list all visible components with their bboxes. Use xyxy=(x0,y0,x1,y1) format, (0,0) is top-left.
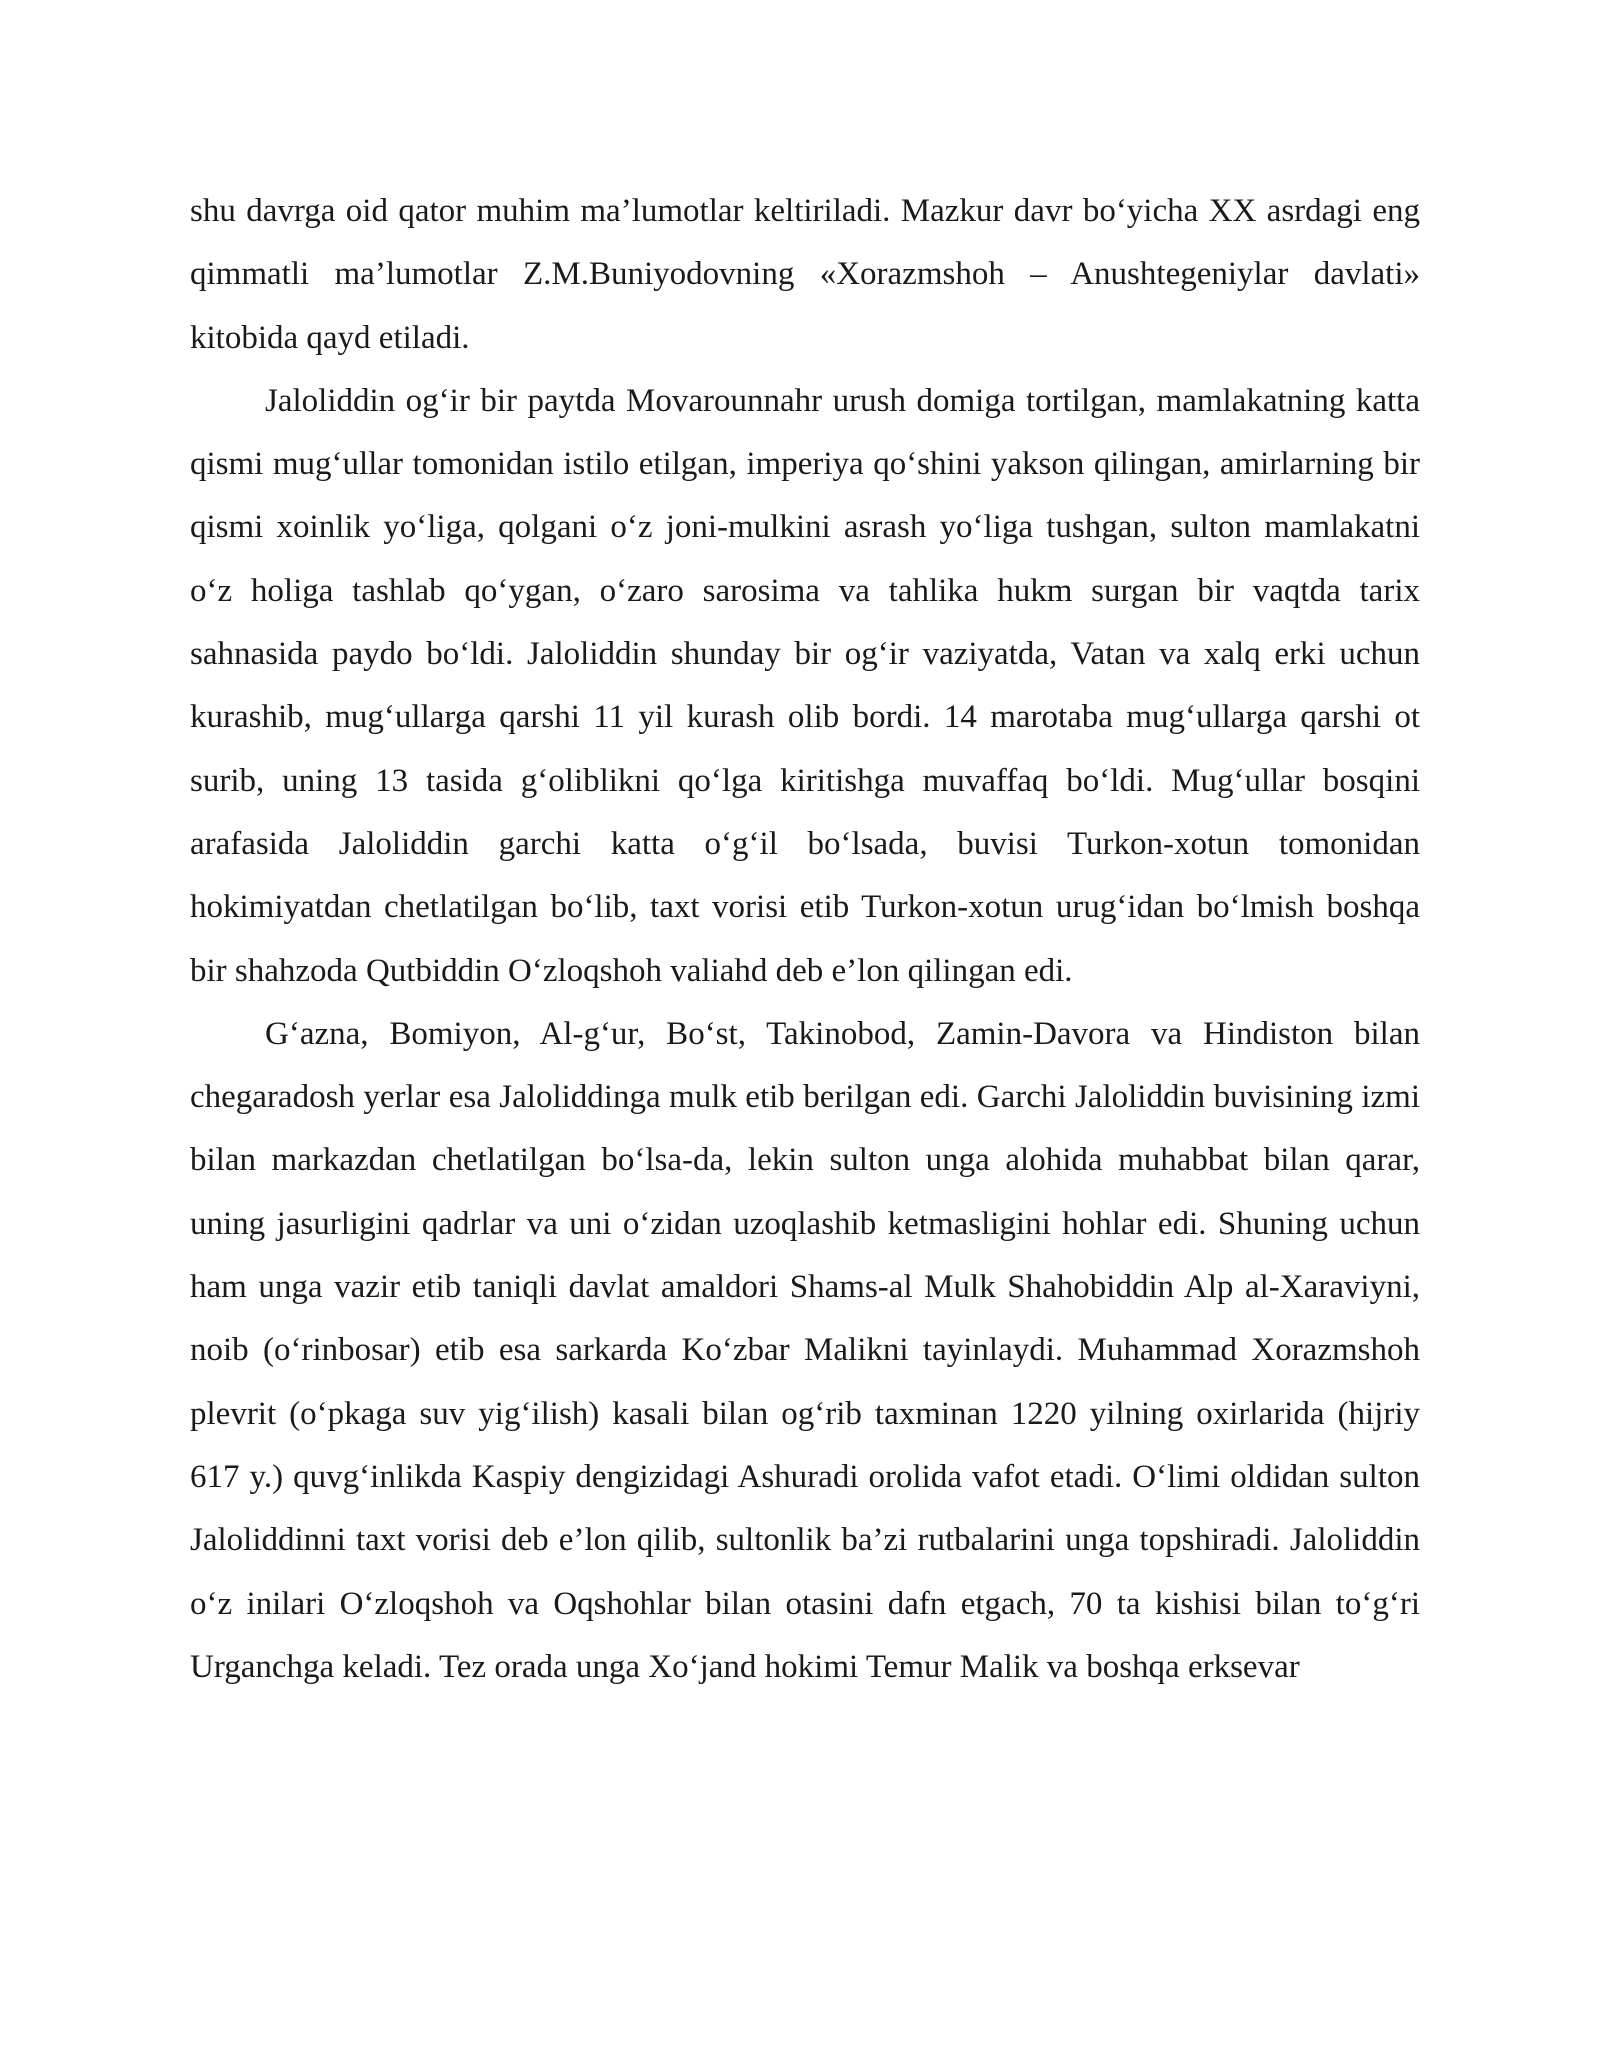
paragraph-continuation: shu davrga oid qator muhim ma’lumotlar keltiriladi. Mazkur davr bo‘yicha XX asrdagi eng qimmatli ma’lumotlar Z.M.Buniyodovning «Xorazmshoh – Anushtegeniylar davlati» kitobida qayd etiladi. xyxy=(190,193,1420,356)
paragraph-jaloliddin-rise: Jaloliddin og‘ir bir paytda Movarounnahr urush domiga tortilgan, mamlakatning katta qismi mug‘ullar tomonidan istilo etilgan, imperiya qo‘shini yakson qilingan, amirlarning bir qismi xoinlik yo‘liga, qolgani o‘z joni-mulkini asrash yo‘liga tushgan, sulton mamlakatni o‘z holiga tashlab qo‘ygan, o‘zaro sarosima va tahlika hukm surgan bir vaqtda tarix sahnasida paydo bo‘ldi. Jaloliddin shunday bir og‘ir vaziyatda, Vatan va xalq erki uchun kurashib, mug‘ullarga qarshi 11 yil kurash olib bordi. 14 marotaba mug‘ullarga qarshi ot surib, uning 13 tasida g‘oliblikni qo‘lga kiritishga muvaffaq bo‘ldi. Mug‘ullar bosqini arafasida Jaloliddin garchi katta o‘g‘il bo‘lsada, buvisi Turkon-xotun tomonidan hokimiyatdan chetlatilgan bo‘lib, taxt vorisi etib Turkon-xotun urug‘idan bo‘lmish boshqa bir shahzoda Qutbiddin O‘zloqshoh valiahd deb e’lon qilingan edi. xyxy=(190,382,1420,989)
body-text xyxy=(190,180,1420,1699)
paragraph-gazna-lands: G‘azna, Bomiyon, Al-g‘ur, Bo‘st, Takinobod, Zamin-Davora va Hindiston bilan chegaradosh yerlar esa Jaloliddinga mulk etib berilgan edi. Garchi Jaloliddin buvisining izmi bilan markazdan chetlatilgan bo‘lsa-da, lekin sulton unga alohida muhabbat bilan qarar, uning jasurligini qadrlar va uni o‘zidan uzoqlashib ketmasligini hohlar edi. Shuning uchun ham unga vazir etib taniqli davlat amaldori Shams-al Mulk Shahobiddin Alp al-Xaraviyni, noib (o‘rinbosar) etib esa sarkarda Ko‘zbar Malikni tayinlaydi. Muhammad Xorazmshoh plevrit (o‘pkaga suv yig‘ilish) kasali bilan og‘rib taxminan 1220 yilning oxirlarida (hijriy 617 y.) quvg‘inlikda Kaspiy dengizidagi Ashuradi orolida vafot etadi. O‘limi oldidan sulton Jaloliddinni taxt vorisi deb e’lon qilib, sultonlik ba’zi rutbalarini unga topshiradi. Jaloliddin o‘z inilari O‘zloqshoh va Oqshohlar bilan otasini dafn etgach, 70 ta kishisi bilan to‘g‘ri Urganchga keladi. Tez orada unga Xo‘jand hokimi Temur Malik va boshqa erksevar xyxy=(190,1015,1420,1685)
